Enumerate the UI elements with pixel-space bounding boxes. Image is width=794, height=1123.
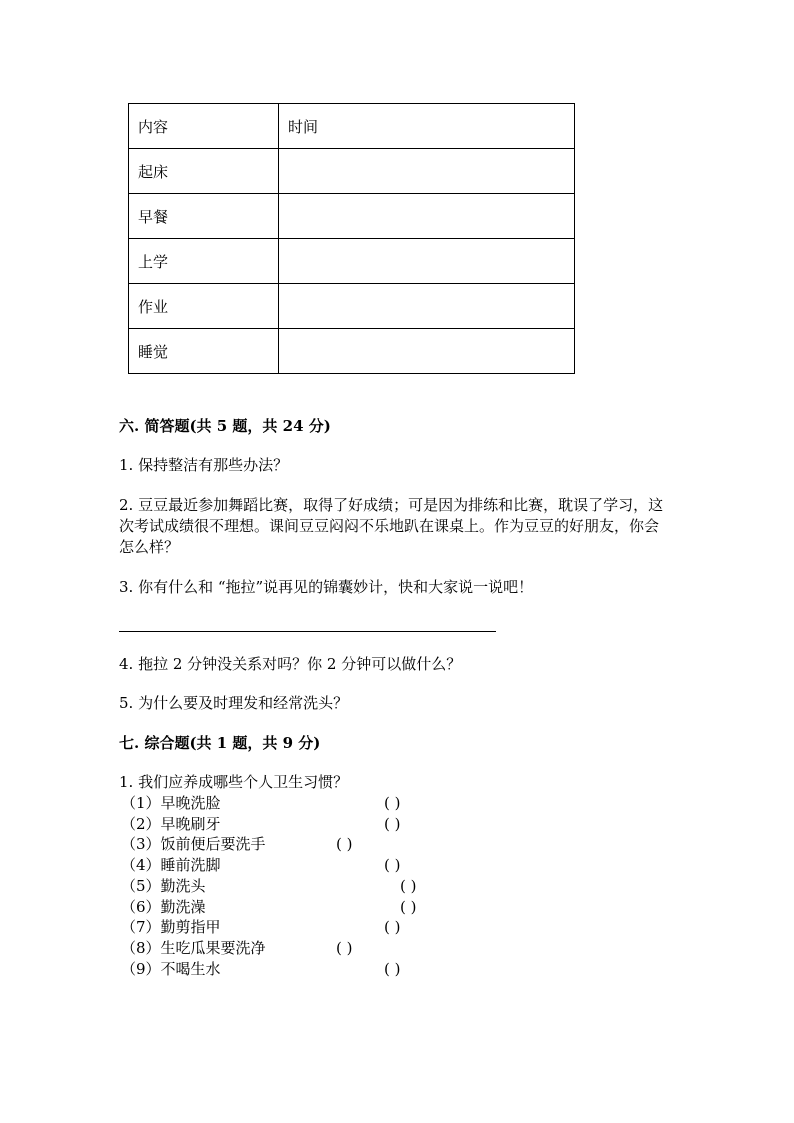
table-cell: 作业 (129, 284, 279, 329)
table-cell (279, 329, 575, 374)
answer-blank[interactable]: ( ) (400, 898, 417, 916)
table-row (129, 194, 575, 239)
question-6-3: 3. 你有什么和 “拖拉”说再见的锦囊妙计，快和大家说一说吧！ (119, 578, 534, 596)
habit-item: （2）早晚刷牙 (121, 815, 221, 833)
table-cell: 早餐 (129, 194, 279, 239)
answer-blank[interactable]: ( ) (384, 856, 401, 874)
answer-line (119, 631, 496, 632)
habit-item: （5）勤洗头 (121, 877, 206, 895)
answer-blank[interactable]: ( ) (384, 960, 401, 978)
schedule-table (128, 103, 575, 374)
table-header-cell: 内容 (129, 104, 279, 149)
table-header-cell: 时间 (279, 104, 575, 149)
habit-item: （7）勤剪指甲 (121, 918, 221, 936)
habit-item: （8）生吃瓜果要洗净 (121, 939, 266, 957)
answer-blank[interactable]: ( ) (336, 835, 353, 853)
table-row (129, 239, 575, 284)
table-cell: 睡觉 (129, 329, 279, 374)
table-cell: 起床 (129, 149, 279, 194)
answer-blank[interactable]: ( ) (384, 918, 401, 936)
table-cell: 上学 (129, 239, 279, 284)
answer-blank[interactable]: ( ) (384, 815, 401, 833)
question-6-1: 1. 保持整洁有那些办法？ (119, 456, 289, 474)
habit-item: （3）饭前便后要洗手 (121, 835, 266, 853)
habit-item: （9）不喝生水 (121, 960, 221, 978)
habit-item: （6）勤洗澡 (121, 898, 206, 916)
question-6-5: 5. 为什么要及时理发和经常洗头？ (119, 694, 349, 712)
table-cell (279, 284, 575, 329)
answer-blank[interactable]: ( ) (384, 794, 401, 812)
table-header-row (129, 104, 575, 149)
habit-item: （1）早晚洗脸 (121, 794, 221, 812)
section-6-title: 六. 简答题(共 5 题，共 24 分) (119, 417, 331, 435)
question-7-1: 1. 我们应养成哪些个人卫生习惯？ (119, 773, 349, 791)
section-7-title: 七. 综合题(共 1 题，共 9 分) (119, 734, 321, 752)
table-row (129, 284, 575, 329)
answer-blank[interactable]: ( ) (336, 939, 353, 957)
table-cell (279, 239, 575, 284)
habit-item: （4）睡前洗脚 (121, 856, 221, 874)
table-row (129, 329, 575, 374)
question-6-4: 4. 拖拉 2 分钟没关系对吗？你 2 分钟可以做什么？ (119, 655, 462, 673)
table-cell (279, 194, 575, 239)
question-6-2: 2. 豆豆最近参加舞蹈比赛，取得了好成绩；可是因为排练和比赛，耽误了学习，这次考试成绩很不理想。课间豆豆闷闷不乐地趴在课桌上。作为豆豆的好朋友，你会怎么样？ (119, 496, 664, 556)
table-row (129, 149, 575, 194)
answer-blank[interactable]: ( ) (400, 877, 417, 895)
table-cell (279, 149, 575, 194)
